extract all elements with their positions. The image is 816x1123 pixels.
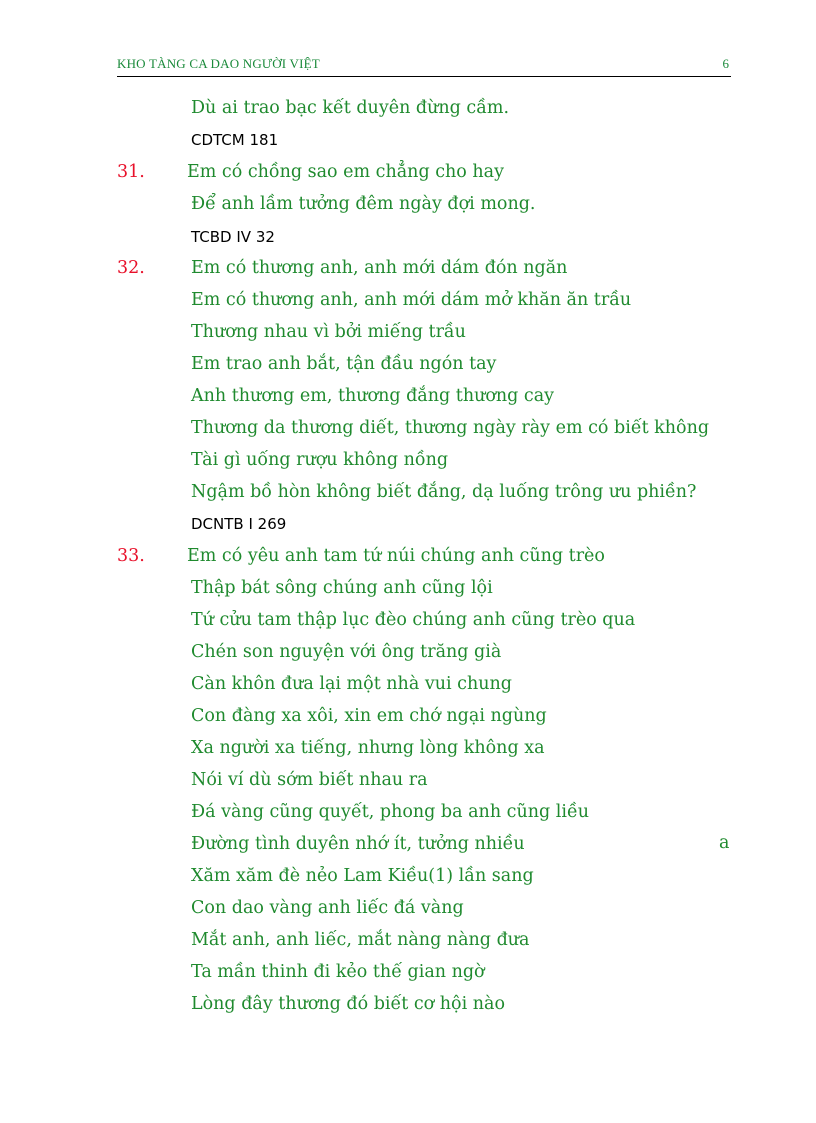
verse-line: Tứ cửu tam thập lục đèo chúng anh cũng trèo qua <box>191 610 636 630</box>
verse-line: Con đàng xa xôi, xin em chớ ngại ngùng <box>191 706 547 726</box>
verse-line: Con dao vàng anh liếc đá vàng <box>191 898 464 918</box>
page-number: 6 <box>722 56 729 71</box>
verse-line: Em trao anh bắt, tận đầu ngón tay <box>191 354 497 374</box>
verse-line: Em có chồng sao em chẳng cho hay <box>187 162 504 182</box>
verse-line: Thập bát sông chúng anh cũng lội <box>191 578 493 598</box>
verse-line: Xăm xăm đè nẻo Lam Kiều(1) lần sang <box>191 866 534 886</box>
verse-line: Thương da thương diết, thương ngày rày em có biết không <box>191 418 710 438</box>
entry-number: 31. <box>117 162 145 182</box>
verse-line: Em có thương anh, anh mới dám mở khăn ăn trầu <box>191 290 632 310</box>
source-citation: TCBD IV 32 <box>191 228 275 246</box>
verse-line: Ngậm bồ hòn không biết đắng, dạ luống trông ưu phiền? <box>191 482 697 502</box>
verse-line: Em có thương anh, anh mới dám đón ngăn <box>191 258 568 278</box>
verse-line: Dù ai trao bạc kết duyên đừng cầm. <box>191 98 510 118</box>
verse-line: Anh thương em, thương đắng thương cay <box>191 386 555 406</box>
verse-line: Đường tình duyên nhớ ít, tưởng nhiều <box>191 834 525 854</box>
verse-line: Xa người xa tiếng, nhưng lòng không xa <box>191 738 545 758</box>
page-header <box>117 56 731 77</box>
source-citation: DCNTB I 269 <box>191 515 287 533</box>
verse-line: Ta mần thinh đi kẻo thế gian ngờ <box>191 962 485 982</box>
verse-line: Em có yêu anh tam tứ núi chúng anh cũng trèo <box>187 546 605 566</box>
entry-number: 33. <box>117 546 145 566</box>
stray-character: a <box>719 833 730 853</box>
source-citation: CDTCM 181 <box>191 131 279 149</box>
verse-line: Càn khôn đưa lại một nhà vui chung <box>191 674 512 694</box>
verse-line: Thương nhau vì bởi miếng trầu <box>191 322 466 342</box>
verse-line: Mắt anh, anh liếc, mắt nàng nàng đưa <box>191 930 530 950</box>
verse-line: Đá vàng cũng quyết, phong ba anh cũng liều <box>191 802 589 822</box>
verse-line: Chén son nguyện với ông trăng già <box>191 642 502 662</box>
entry-number: 32. <box>117 258 145 278</box>
verse-line: Nói ví dù sớm biết nhau ra <box>191 770 428 790</box>
verse-line: Lòng đây thương đó biết cơ hội nào <box>191 994 505 1014</box>
header-title: KHO TÀNG CA DAO NGƯỜI VIỆT <box>117 56 320 71</box>
verse-line: Để anh lầm tưởng đêm ngày đợi mong. <box>191 194 536 214</box>
verse-line: Tài gì uống rượu không nồng <box>191 450 449 470</box>
